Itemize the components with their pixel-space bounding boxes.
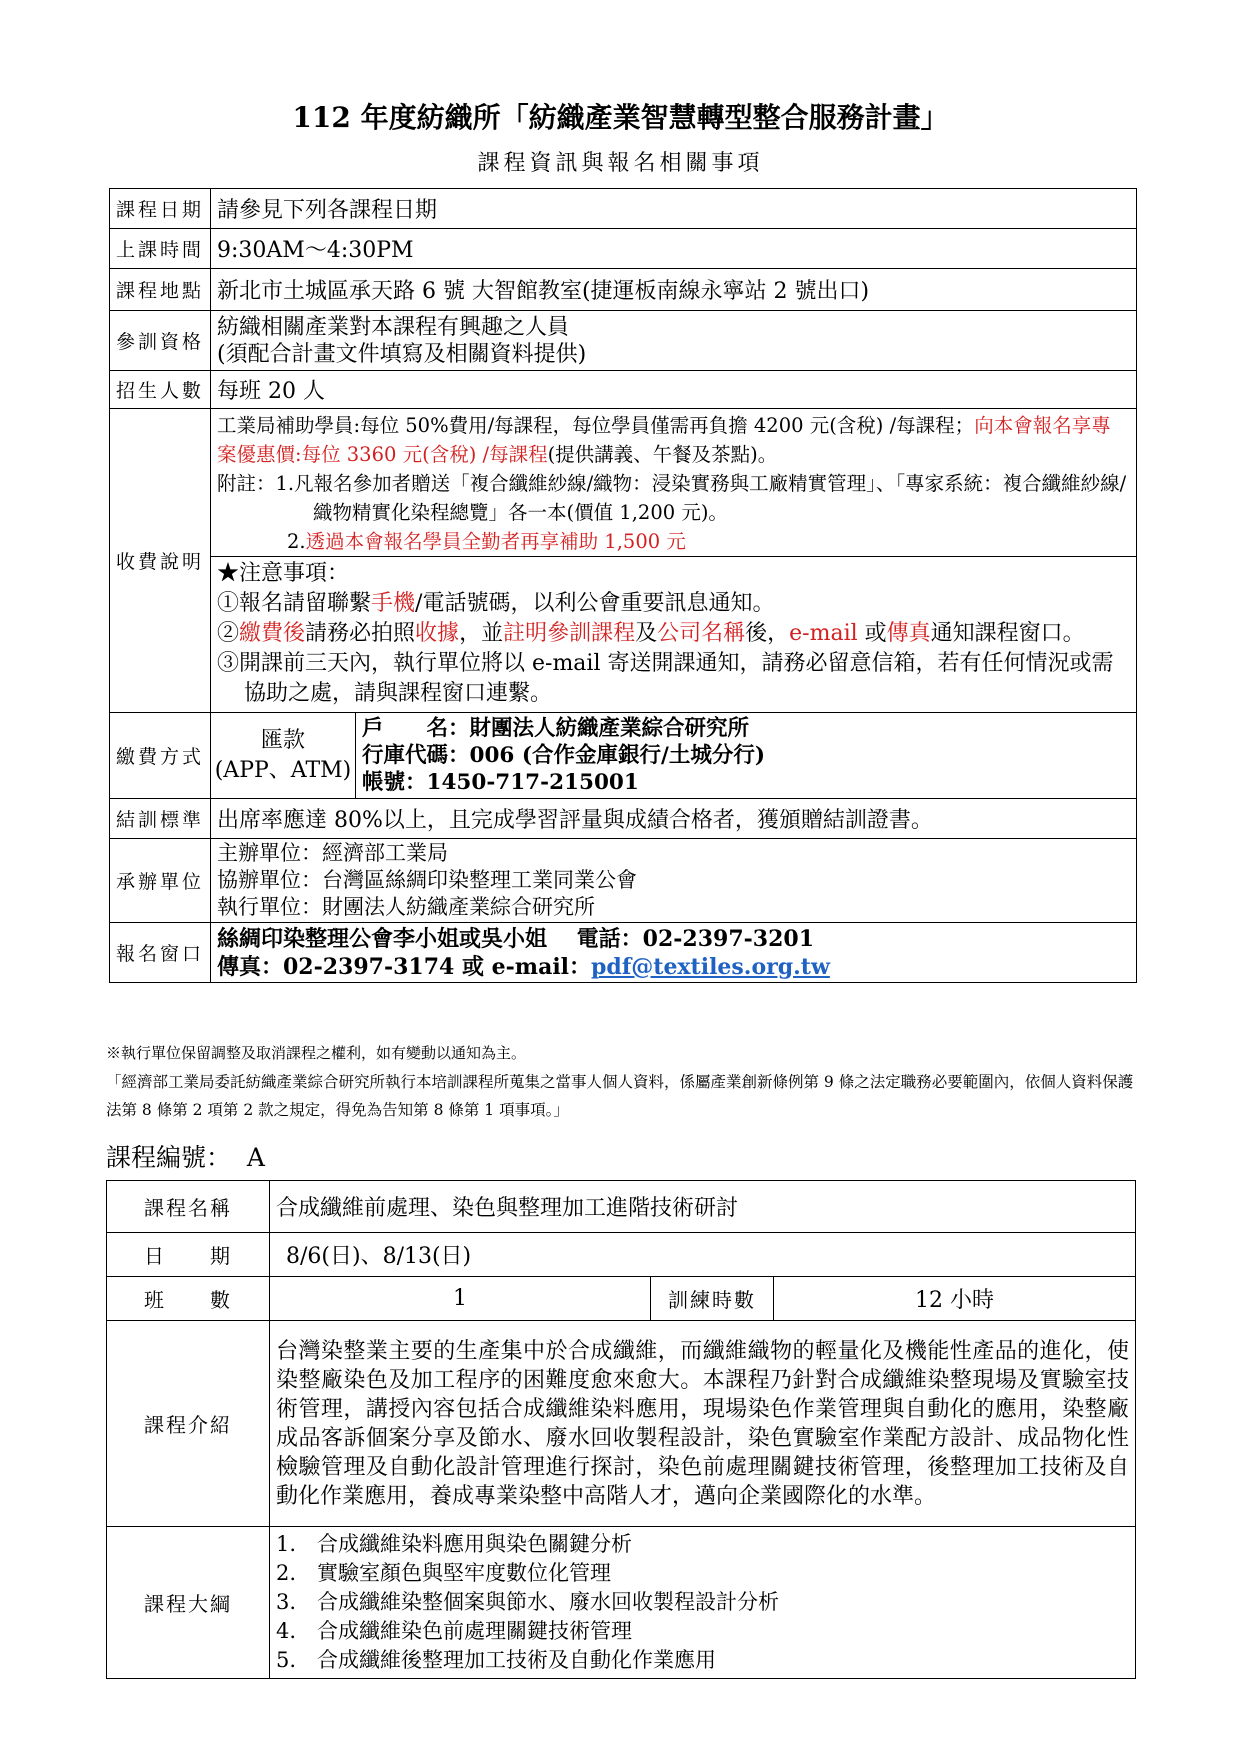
contact-value	[211, 923, 1137, 983]
outline-list	[276, 1530, 1129, 1675]
fee-description	[211, 409, 1137, 557]
payment-method-1: 匯款	[260, 727, 305, 753]
contact-phone: 絲綢印染整理公會李小姐或吳小姐 電話：02-2397-3201	[217, 925, 814, 952]
notice-2-company: 公司名稱	[657, 621, 746, 646]
notice-title: ★注意事項：	[217, 561, 350, 586]
fee-paragraph-1	[217, 411, 1130, 469]
intro-label: 課程介紹	[107, 1321, 270, 1527]
notice-section	[211, 557, 1137, 713]
fee-remark-2-num: 2.	[287, 530, 306, 553]
eligibility-label: 參訓資格	[110, 311, 211, 371]
course-code-label: 課程編號：	[106, 1143, 232, 1172]
quota-value: 每班 20 人	[211, 371, 1137, 409]
course-name-label: 課程名稱	[107, 1181, 270, 1233]
organizer-host: 主辦單位：經濟部工業局	[217, 841, 448, 865]
page-title: 112 年度紡織所「紡織產業智慧轉型整合服務計畫」	[292, 101, 949, 134]
fee-includes-text: (提供講義、午餐及茶點)。	[547, 443, 778, 466]
notice-2-num: ②	[217, 621, 240, 646]
contact-label: 報名窗口	[110, 923, 211, 983]
page-subtitle: 課程資訊與報名相關事項	[477, 151, 764, 176]
fee-remark-1: 附註：1.凡報名參加者贈送「複合纖維紗線/織物：浸染實務與工廠精實管理」、「專家系統：複合纖維紗線/織物精實化染程總覽」各一本(價值 1,200 元)。	[217, 472, 1127, 524]
privacy-note: 「經濟部工業局委託紡織產業綜合研究所執行本培訓課程所蒐集之當事人個人資料，係屬產業創新條例第 9 條之法定職務必要範圍內，依個人資料保護法第 8 條第 2 項第 2 款之規定，得免為告知第 8 條第 1 項事項。」	[106, 1073, 1134, 1119]
time-label: 上課時間	[110, 229, 211, 269]
notice-2-email: e-mail	[789, 621, 858, 646]
hours-label: 訓練時數	[651, 1277, 774, 1321]
fee-discount-text: 向本會報名享專案優惠價:每位 3360 元(含稅) /每課程	[217, 414, 1111, 466]
place-label: 課程地點	[110, 269, 211, 311]
date-label: 課程日期	[110, 189, 211, 229]
notice-item-3: ③開課前三天內，執行單位將以 e-mail 寄送開課通知，請務必留意信箱，若有任何情況或需協助之處，請與課程窗口連繫。	[217, 651, 1114, 706]
notice-2-text-d: 後，	[745, 621, 790, 646]
outline-label: 課程大綱	[107, 1527, 270, 1679]
organizer-value	[211, 839, 1137, 923]
eligibility-line-2: (須配合計畫文件填寫及相關資料提供)	[217, 341, 587, 367]
notice-1-mobile: 手機	[371, 591, 416, 616]
quota-label: 招生人數	[110, 371, 211, 409]
organizer-co: 協辦單位：台灣區絲綢印染整理工業同業公會	[217, 868, 637, 892]
notice-2-receipt: 收據	[415, 621, 460, 646]
notice-item-2	[217, 619, 1130, 649]
hours-value: 12 小時	[774, 1277, 1136, 1321]
notice-2-course: 註明參訓課程	[503, 621, 636, 646]
fee-subsidy-text: 工業局補助學員:每位 50%費用/每課程，每位學員僅需再負擔 4200 元(含稅) /每課程；	[217, 414, 975, 437]
notice-2-text-f: 通知課程窗口。	[930, 621, 1085, 646]
outline-item: 5. 合成纖維後整理加工技術及自動化作業應用	[276, 1648, 717, 1672]
notice-1-text: ①報名請留聯繫	[217, 591, 372, 616]
notice-1-rest: /電話號碼，以利公會重要訊息通知。	[415, 591, 775, 616]
course-name-value: 合成纖維前處理、染色與整理加工進階技術研討	[270, 1181, 1136, 1233]
fee-remark-2	[217, 527, 1130, 556]
notice-item-1	[217, 589, 1130, 619]
notice-2-text-b: ，並	[459, 621, 504, 646]
class-count-value: 1	[270, 1277, 651, 1321]
time-value: 9:30AM～4:30PM	[211, 229, 1137, 269]
bank-code: 行庫代碼：006 (合作金庫銀行/土城分行)	[362, 743, 766, 768]
course-date-label: 日 期	[107, 1233, 270, 1277]
contact-fax: 傳真：02-2397-3174 或 e-mail：	[217, 953, 592, 980]
fee-remark-2-text: 透過本會報名學員全勤者再享補助 1,500 元	[305, 530, 686, 553]
eligibility-value	[211, 311, 1137, 371]
certificate-label: 結訓標準	[110, 799, 211, 839]
place-value: 新北市土城區承天路 6 號 大智館教室(捷運板南線永寧站 2 號出口)	[211, 269, 1137, 311]
eligibility-line-1: 紡織相關產業對本課程有興趣之人員	[217, 314, 570, 340]
notice-2-text-a: 請務必拍照	[305, 621, 416, 646]
contact-email-link[interactable]: pdf@textiles.org.tw	[591, 953, 830, 980]
date-value: 請參見下列各課程日期	[211, 189, 1137, 229]
outline-item: 3. 合成纖維染整個案與節水、廢水回收製程設計分析	[276, 1590, 780, 1614]
intro-value: 台灣染整業主要的生產集中於合成纖維，而纖維織物的輕量化及機能性產品的進化，使染整廠染色及加工程序的困難度愈來愈大。本課程乃針對合成纖維染整現場及實驗室技術管理，講授內容包括合成纖維染料應用，現場染色作業管理與自動化的應用，染整廠成品客訴個案分享及節水、廢水回收製程設計，染色實驗室作業配方設計、成品物化性檢驗管理及自動化設計管理進行探討，染色前處理關鍵技術管理，後整理加工技術及自動化作業應用，養成專業染整中高階人才，邁向企業國際化的水準。	[270, 1321, 1136, 1527]
payment-method-2: (APP、ATM)	[214, 757, 352, 783]
payment-account	[356, 713, 1137, 799]
course-detail-table	[106, 1180, 1136, 1679]
right-reserved-note: ※執行單位保留調整及取消課程之權利，如有變動以通知為主。	[106, 1044, 527, 1062]
outline-item: 1. 合成纖維染料應用與染色關鍵分析	[276, 1532, 633, 1556]
course-code	[106, 1138, 265, 1174]
outline-item: 4. 合成纖維染色前處理關鍵技術管理	[276, 1619, 633, 1643]
payment-label: 繳費方式	[110, 713, 211, 799]
account-name: 戶 名：財團法人紡織產業綜合研究所	[362, 716, 750, 741]
notice-2-text-e: 或	[857, 621, 887, 646]
payment-method	[211, 713, 356, 799]
outline-value	[270, 1527, 1136, 1679]
certificate-value: 出席率應達 80%以上，且完成學習評量與成績合格者，獲頒贈結訓證書。	[211, 799, 1137, 839]
notice-2-after-pay: 繳費後	[239, 621, 306, 646]
organizer-exec: 執行單位：財團法人紡織產業綜合研究所	[217, 895, 595, 919]
course-date-value: 8/6(日)、8/13(日)	[270, 1233, 1136, 1277]
course-info-table	[109, 188, 1137, 983]
class-count-label: 班 數	[107, 1277, 270, 1321]
contact-fax-email	[217, 953, 1130, 981]
outline-item: 2. 實驗室顏色與堅牢度數位化管理	[276, 1561, 612, 1585]
notice-2-text-c: 及	[635, 621, 658, 646]
organizer-label: 承辦單位	[110, 839, 211, 923]
account-number: 帳號：1450-717-215001	[362, 770, 639, 795]
course-code-value: A	[246, 1143, 265, 1172]
notice-2-fax: 傳真	[886, 621, 931, 646]
fee-label: 收費說明	[110, 409, 211, 713]
